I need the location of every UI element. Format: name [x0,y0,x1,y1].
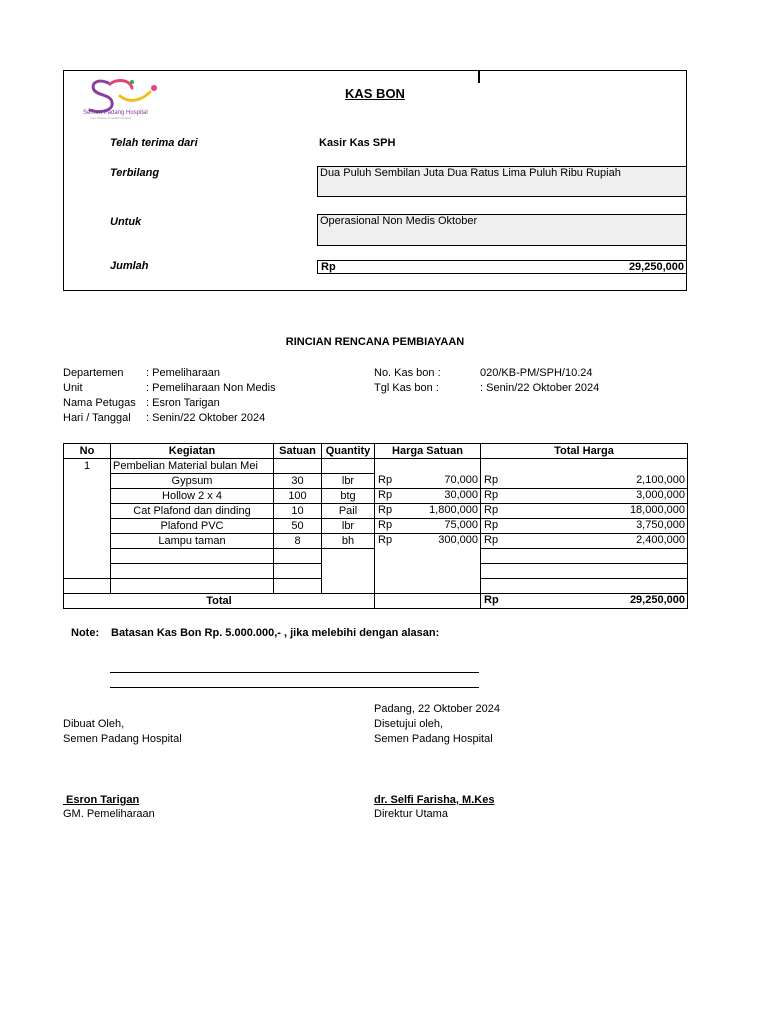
jumlah-currency: Rp [321,261,336,273]
item-satuan: 100 [274,489,322,504]
currency: Rp [378,489,393,501]
logo-subtext: Your Partner of Health Solution [90,116,132,120]
table-row [64,504,688,519]
info-unit-label: Unit [63,382,83,394]
reason-line-1 [110,672,479,673]
untuk-field: Operasional Non Medis Oktober [317,214,687,246]
table-row [64,534,688,549]
item-harga-value: 1,800,000 [429,504,478,516]
table-row-empty [64,579,688,594]
item-quantity: btg [322,489,375,504]
item-kegiatan: Hollow 2 x 4 [111,489,274,504]
info-petugas-label: Nama Petugas [63,397,136,409]
note-text: Batasan Kas Bon Rp. 5.000.000,- , jika melebihi dengan alasan: [111,627,440,639]
item-kegiatan: Plafond PVC [111,519,274,534]
item-harga [375,489,481,504]
info-departemen-label: Departemen [63,367,124,379]
currency: Rp [484,594,499,606]
table-group-row [64,459,688,474]
currency: Rp [484,473,499,486]
header-harga-satuan: Harga Satuan [375,444,481,459]
item-satuan: 50 [274,519,322,534]
info-petugas-value: : Esron Tarigan [146,397,220,409]
item-harga-value: 300,000 [438,534,478,546]
item-harga [375,474,481,489]
prepared-by-name: Esron Tarigan [63,794,140,806]
item-total-value: 2,400,000 [636,534,685,546]
approved-by-position: Direktur Utama [374,808,448,820]
header-quantity: Quantity [322,444,375,459]
header-total-harga: Total Harga [481,444,688,459]
item-harga [375,504,481,519]
item-harga [375,534,481,549]
item-total-value: 18,000,000 [629,504,685,516]
item-satuan: 8 [274,534,322,549]
approved-by-org: Semen Padang Hospital [374,733,493,745]
item-kegiatan: Cat Plafond dan dinding [111,504,274,519]
untuk-label: Untuk [110,216,142,228]
header-satuan: Satuan [274,444,322,459]
info-tanggal-label: Hari / Tanggal [63,412,131,424]
cost-table [63,443,688,609]
currency: Rp [378,534,393,546]
info-departemen-value: : Pemeliharaan [146,367,220,379]
jumlah-label: Jumlah [110,260,149,272]
info-tanggal-value: : Senin/22 Oktober 2024 [146,412,266,424]
item-quantity: Pail [322,504,375,519]
table-row-empty [64,549,688,564]
note-label: Note: [71,627,100,639]
item-total [481,519,688,534]
prepared-by-title: Dibuat Oleh, [63,718,125,730]
item-quantity: bh [322,534,375,549]
rincian-title: RINCIAN RENCANA PEMBIAYAAN [285,336,465,348]
prepared-by-org: Semen Padang Hospital [63,733,182,745]
table-header-row [64,444,688,459]
kasbon-title: KAS BON [345,86,405,101]
group-title: Pembelian Material bulan Mei [111,459,274,474]
info-nokasbon-label: No. Kas bon : [374,367,441,379]
currency: Rp [378,519,393,531]
terima-label: Telah terima dari [110,137,198,149]
item-total [481,534,688,549]
table-row [64,474,688,489]
reason-line-2 [110,687,479,688]
place-date: Padang, 22 Oktober 2024 [374,703,500,715]
item-kegiatan: Lampu taman [111,534,274,549]
info-nokasbon-value: 020/KB-PM/SPH/10.24 [480,367,593,379]
info-unit-value: : Pemeliharaan Non Medis [146,382,276,394]
total-value-cell [481,594,688,609]
item-kegiatan: Gypsum [111,474,274,489]
table-row-empty [64,564,688,579]
currency: Rp [484,519,499,531]
logo-text: Semen Padang Hospital [83,110,148,116]
item-harga-value: 75,000 [444,519,478,531]
info-tglkasbon-label: Tgl Kas bon : [374,382,439,394]
item-quantity: lbr [322,474,375,489]
total-label: Total [64,594,375,609]
table-row [64,519,688,534]
header-kegiatan: Kegiatan [111,444,274,459]
currency: Rp [484,534,499,546]
currency: Rp [484,489,499,501]
currency: Rp [484,504,499,516]
table-total-row [64,594,688,609]
prepared-by-position: GM. Pemeliharaan [63,808,155,820]
item-satuan: 30 [274,474,322,489]
total-value: 29,250,000 [629,594,685,606]
item-total-value: 3,750,000 [636,519,685,531]
jumlah-field [317,260,687,274]
item-total-value: 2,100,000 [636,473,685,486]
item-satuan: 10 [274,504,322,519]
currency: Rp [378,504,393,516]
approved-by-name: dr. Selfi Farisha, M.Kes [374,794,495,806]
divider-mark [478,70,480,83]
item-harga-value: 70,000 [444,473,478,486]
terima-value: Kasir Kas SPH [319,137,396,149]
item-harga-value: 30,000 [444,489,478,501]
item-harga [375,519,481,534]
jumlah-amount: 29,250,000 [628,261,684,273]
approved-by-title: Disetujui oleh, [374,718,444,730]
item-total-value: 3,000,000 [636,489,685,501]
currency: Rp [378,473,393,486]
terbilang-field: Dua Puluh Sembilan Juta Dua Ratus Lima Puluh Ribu Rupiah [317,166,687,197]
item-total [481,474,688,489]
info-tglkasbon-value: : Senin/22 Oktober 2024 [480,382,600,394]
terbilang-label: Terbilang [110,167,160,179]
table-row [64,489,688,504]
rincian-table [63,443,688,609]
item-quantity: lbr [322,519,375,534]
item-total [481,489,688,504]
item-total [481,504,688,519]
header-no: No [64,444,111,459]
group-no: 1 [64,459,111,474]
